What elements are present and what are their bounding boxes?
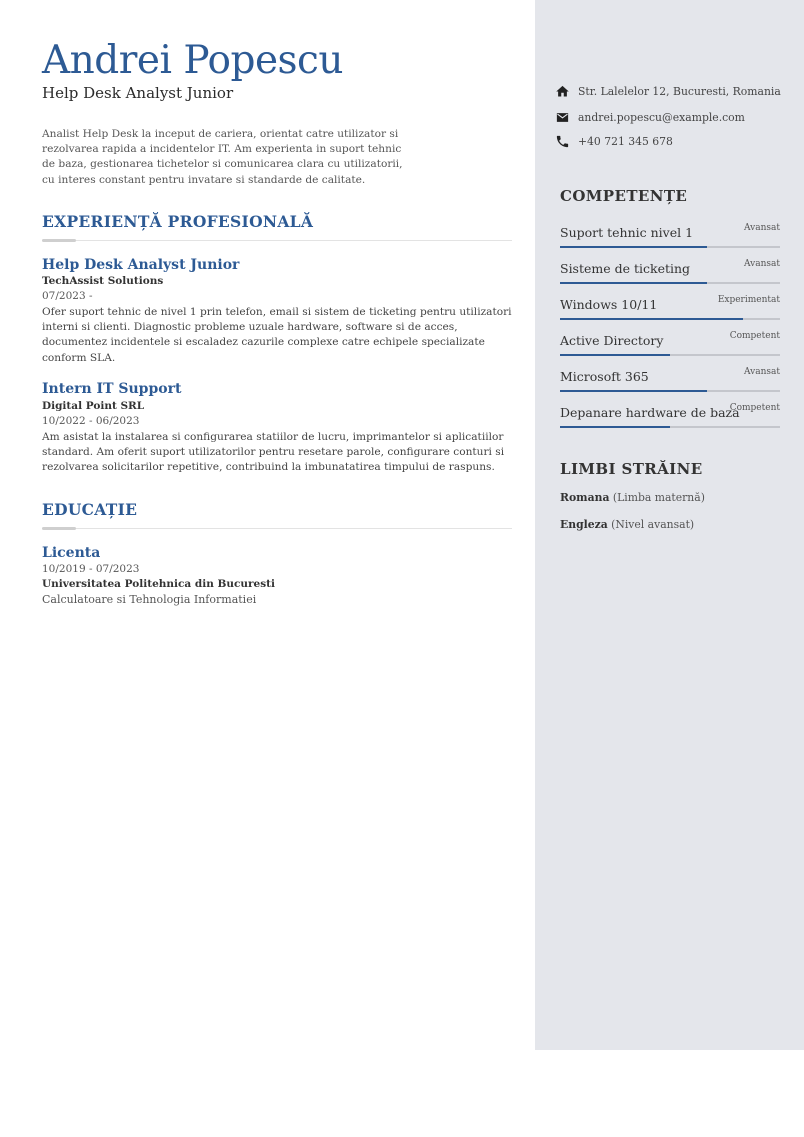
education-divider-accent <box>42 527 76 530</box>
skill-item <box>560 405 780 435</box>
skill-name: Microsoft 365 <box>560 369 649 384</box>
language-name: Engleza <box>560 518 608 531</box>
skill-bar-fill <box>560 354 670 356</box>
home-icon <box>555 84 570 99</box>
skill-bar-track <box>560 246 780 248</box>
skill-name: Depanare hardware de baza <box>560 405 740 420</box>
job-company: Digital Point SRL <box>42 400 145 412</box>
job-description: Ofer suport tehnic de nivel 1 prin telefon, email si sistem de ticketing pentru utilizatori interni si clienti. Diagnostic probleme uzuale hardware, software si de acces, documentez incidentele si escaladez cazurile complexe catre echipele specializate conform SLA. <box>42 306 512 364</box>
skill-bar-fill <box>560 246 707 248</box>
email-text[interactable]: andrei.popescu@example.com <box>578 110 745 124</box>
mail-icon <box>555 110 570 125</box>
skill-item <box>560 297 780 327</box>
skill-item <box>560 333 780 363</box>
skill-bar-fill <box>560 426 670 428</box>
skill-bar-fill <box>560 318 743 320</box>
language-name: Romana <box>560 491 610 504</box>
phone-icon <box>555 134 570 149</box>
skill-level: Avansat <box>744 367 780 377</box>
education-institution: Universitatea Politehnica din Bucuresti <box>42 578 275 590</box>
skill-bar-track <box>560 390 780 392</box>
candidate-name: Andrei Popescu <box>42 38 344 83</box>
skill-bar-track <box>560 426 780 428</box>
job-dates: 10/2022 - 06/2023 <box>42 415 140 427</box>
education-dates: 10/2019 - 07/2023 <box>42 563 140 575</box>
contact-phone <box>555 132 673 150</box>
profile-summary: Analist Help Desk la inceput de cariera, orientat catre utilizator si rezolvarea rapida a incidentelor IT. Am experienta in suport tehnic de baza, gestionarea tichetelor si comunicarea clara cu utilizatorii, cu interes constant pentru invatare si standarde de calitate. <box>42 128 403 186</box>
job-dates: 07/2023 - <box>42 290 93 302</box>
skill-level: Experimentat <box>717 295 780 305</box>
skill-item <box>560 225 780 255</box>
education-major: Calculatoare si Tehnologia Informatiei <box>42 593 257 606</box>
job-company: TechAssist Solutions <box>42 275 164 287</box>
sidebar <box>535 0 804 1050</box>
skill-level: Avansat <box>744 223 780 233</box>
contact-address <box>555 82 781 100</box>
skill-item <box>560 369 780 399</box>
skill-name: Windows 10/11 <box>560 297 658 312</box>
experience-divider-accent <box>42 239 76 242</box>
skill-bar-fill <box>560 390 707 392</box>
education-divider <box>42 528 512 529</box>
address-text: Str. Lalelelor 12, Bucuresti, Romania <box>578 84 781 98</box>
job-description: Am asistat la instalarea si configurarea statiilor de lucru, imprimantelor si aplicatiilor standard. Am oferit suport utilizatorilor pentru resetare parole, configurare conturi si rezolvarea solicitarilor repetitive, contribuind la imbunatatirea timpului de raspuns. <box>42 431 505 474</box>
job-title: Help Desk Analyst Junior <box>42 257 240 273</box>
skill-bar-track <box>560 282 780 284</box>
skills-heading: COMPETENȚE <box>560 187 688 205</box>
skill-level: Competent <box>729 331 780 341</box>
language-item <box>560 491 705 504</box>
skill-bar-track <box>560 318 780 320</box>
education-degree: Licenta <box>42 545 101 561</box>
skill-name: Suport tehnic nivel 1 <box>560 225 694 240</box>
skill-item <box>560 261 780 291</box>
language-level: (Limba maternă) <box>612 491 705 504</box>
phone-text: +40 721 345 678 <box>578 134 673 148</box>
skill-name: Active Directory <box>560 333 664 348</box>
skill-name: Sisteme de ticketing <box>560 261 691 276</box>
experience-divider <box>42 240 512 241</box>
language-item <box>560 518 694 531</box>
language-level: (Nivel avansat) <box>611 518 695 531</box>
languages-heading: LIMBI STRĂINE <box>560 460 703 478</box>
skill-bar-track <box>560 354 780 356</box>
contact-email[interactable] <box>555 108 745 126</box>
education-heading: EDUCAȚIE <box>42 500 138 519</box>
skill-level: Avansat <box>744 259 780 269</box>
job-title: Intern IT Support <box>42 381 182 397</box>
skill-level: Competent <box>729 403 780 413</box>
skill-bar-fill <box>560 282 707 284</box>
experience-heading: EXPERIENȚĂ PROFESIONALĂ <box>42 212 314 231</box>
candidate-role: Help Desk Analyst Junior <box>42 84 234 102</box>
